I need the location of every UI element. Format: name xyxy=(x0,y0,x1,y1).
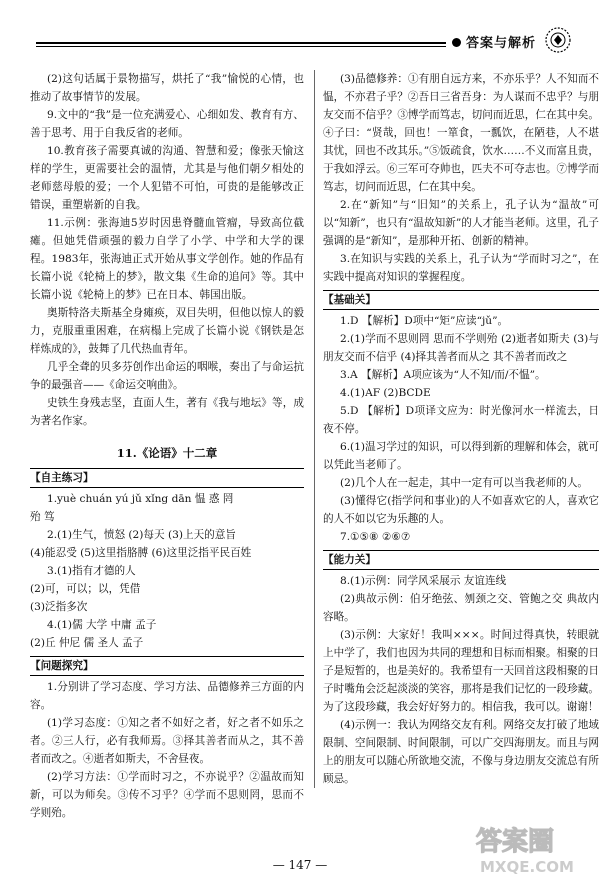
answer-line: (2)可，可以；以，凭借 xyxy=(30,583,141,595)
answer-line: 5.D 【解析】D项译文应为：时光像河水一样流去，日夜不停。 xyxy=(323,405,599,435)
answer-paragraph: (2)学习方法：①学而时习之，不亦说乎？②温故而知新，可以为师矣。③传不习乎？④学而不思则罔，思而不学则殆。 xyxy=(30,771,304,819)
watermark-logo xyxy=(470,818,588,878)
section-bar-self-practice xyxy=(30,468,304,488)
watermark-text: 答案圈 xyxy=(476,827,555,857)
answer-line: 4.(1)AF (2)BCDE xyxy=(339,387,431,399)
watermark-url: MXQE.COM xyxy=(480,858,574,876)
answer-paragraph: 几乎全聋的贝多芬创作出命运的咽喉，奏出了与命运抗争的最强音——《命运交响曲》。 xyxy=(30,361,304,391)
page-header xyxy=(36,30,580,60)
answer-line: (4)能忍受 (5)这里指胳膊 (6)这里泛指平民百姓 xyxy=(30,547,252,559)
answer-paragraph: (2)这句话属于景物描写，烘托了“我”愉悦的心情，也推动了故事情节的发展。 xyxy=(30,73,304,103)
section-bar-ability xyxy=(323,550,599,570)
section-bar-label: 【能力关】 xyxy=(323,554,376,566)
answer-paragraph: 11.示例：张海迪5岁时因患脊髓血管瘤，导致高位截瘫。但她凭借顽强的毅力自学了小学、中学和大学的课程。1983年，张海迪正式开始从事文学创作。她的作品有长篇小说《轮椅上的梦》，散文集《生命的追问》等。其中长篇小说《轮椅上的梦》已在日本、韩国出版。 xyxy=(30,217,304,301)
answer-paragraph: (3)品德修养：①有朋自远方来，不亦乐乎？人不知而不愠，不亦君子乎？②吾日三省吾身：为人谋而不忠乎？与朋友交而不信乎？③博学而笃志，切问而近思，仁在其中矣。④子曰：“贤哉，回也！一箪食，一瓢饮，在陋巷，人不堪其忧，回也不改其乐。”⑤饭疏食，饮水……不义而富且贵，于我如浮云。⑥三军可夺帅也，匹夫不可夺志也。⑦博学而笃志，切问而近思，仁在其中矣。 xyxy=(323,73,599,193)
section-bar-label: 【自主练习】 xyxy=(30,472,94,484)
answer-line: 7.①⑤⑧ ②⑥⑦ xyxy=(339,531,411,543)
answer-paragraph: (4)示例一：我认为网络交友有利。网络交友打破了地域限制、空间限制、时间限制，可以广交四海朋友。而且与网上的朋友可以随心所欲地交流，不像与身边朋友交流总有所顾忌。 xyxy=(323,719,599,785)
answer-paragraph: (3)示例：大家好！我叫×××。时间过得真快，转眼就上中学了，我们也因为共同的理想和目标而相聚。相聚的日子是短暂的，也是美好的。我希望有一天回首这段相聚的日子时嘴角会泛起淡淡的笑容，那将是我们记忆的一段珍藏。为了这段珍藏，我会好好努力的。相信我，我可以。谢谢！ xyxy=(323,629,599,713)
answer-line: (2)几个人在一起走，其中一定有可以当我老师的人。 xyxy=(339,477,589,489)
left-column xyxy=(30,70,304,822)
right-column xyxy=(314,70,599,788)
answer-paragraph: 1.分别讲了学习态度、学习方法、品德修养三方面的内容。 xyxy=(30,681,304,711)
answer-paragraph: (1)学习态度：①知之者不如好之者，好之者不如乐之者。②三人行，必有我师焉。③择其善者而从之，其不善者而改之。④逝者如斯夫，不舍昼夜。 xyxy=(30,717,304,765)
answer-paragraph: 2.在“新知”与“旧知”的关系上，孔子认为“温故”可以“知新”，也只有“温故知新”的人才能当老师。这里，孔子强调的是“新知”，是那种开拓、创新的精神。 xyxy=(323,199,599,247)
answer-line: (3)泛指多次 xyxy=(30,601,88,613)
section-title: 11.《论语》十二章 xyxy=(116,446,218,460)
answer-line: (3)懂得它(指学问和事业)的人不如喜欢它的人，喜欢它的人不如以它为乐趣的人。 xyxy=(323,495,599,525)
answer-paragraph: 史铁生身残志坚，直面人生，著有《我与地坛》等，成为著名作家。 xyxy=(30,397,304,427)
section-bar-label: 【基础关】 xyxy=(323,294,376,306)
answer-line: 3.(1)指有才德的人 xyxy=(46,565,136,577)
answer-paragraph: 8.(1)示例：同学风采展示 友谊连线 xyxy=(339,575,507,587)
answer-line: 2.(1)生气，愤怒 (2)每天 (3)上天的意旨 xyxy=(46,529,236,541)
answer-line: 6.(1)温习学过的知识，可以得到新的理解和体会，就可以凭此当老师了。 xyxy=(323,441,599,471)
answer-paragraph: (2)典故示例：伯牙绝弦、刎颈之交、管鲍之交 典故内容略。 xyxy=(323,593,599,623)
answer-line: 1.yuè chuán yú jǔ xǐng dān 愠 惑 罔 xyxy=(46,493,234,505)
header-rule xyxy=(36,42,446,44)
answer-line: 2.(1)学而不思则罔 思而不学则殆 (2)逝者如斯夫 (3)与朋友交而不信乎 (4)择其善者而从之 其不善者而改之 xyxy=(323,333,599,363)
answer-paragraph: 3.在知识与实践的关系上，孔子认为“学而时习之”，在实践中提高对知识的掌握程度。 xyxy=(323,253,599,283)
answer-line: 3.A 【解析】A项应该为“人不知/而/不愠”。 xyxy=(339,369,546,381)
section-bar-basic xyxy=(323,290,599,310)
answer-paragraph: 9.文中的“我”是一位充满爱心、心细如发、教育有方、善于思考、用于自我反省的老师。 xyxy=(30,109,304,139)
answer-line: 1.D 【解析】D项中“矩”应读“jǔ”。 xyxy=(339,315,509,327)
answer-line: 殆 笃 xyxy=(30,511,55,523)
answer-line: 4.(1)儒 大学 中庸 孟子 xyxy=(46,619,157,631)
answer-paragraph: 10.教育孩子需要真诚的沟通、智慧和爱；像张天愉这样的学生，更需要社会的温情，尤其是与他们朝夕相处的老师慈母般的爱；一个人犯错不可怕，可贵的是能够改正错误，重塑崭新的自我。 xyxy=(30,145,304,211)
section-bar-explore xyxy=(30,656,304,676)
decorative-logo-icon xyxy=(544,26,572,54)
answer-line: (2)丘 仲尼 儒 圣人 孟子 xyxy=(30,637,144,649)
header-bullet-icon xyxy=(452,38,461,47)
header-title: 答案与解析 xyxy=(466,36,537,51)
page-number: — 147 — xyxy=(272,858,328,872)
section-bar-label: 【问题探究】 xyxy=(30,660,94,672)
answer-paragraph: 奥斯特洛夫斯基全身瘫痪，双目失明，但他以惊人的毅力，克服重重困难，在病榻上完成了长篇小说《钢铁是怎样炼成的》，鼓舞了几代热血青年。 xyxy=(30,307,304,355)
header-rule-thin xyxy=(36,46,446,47)
